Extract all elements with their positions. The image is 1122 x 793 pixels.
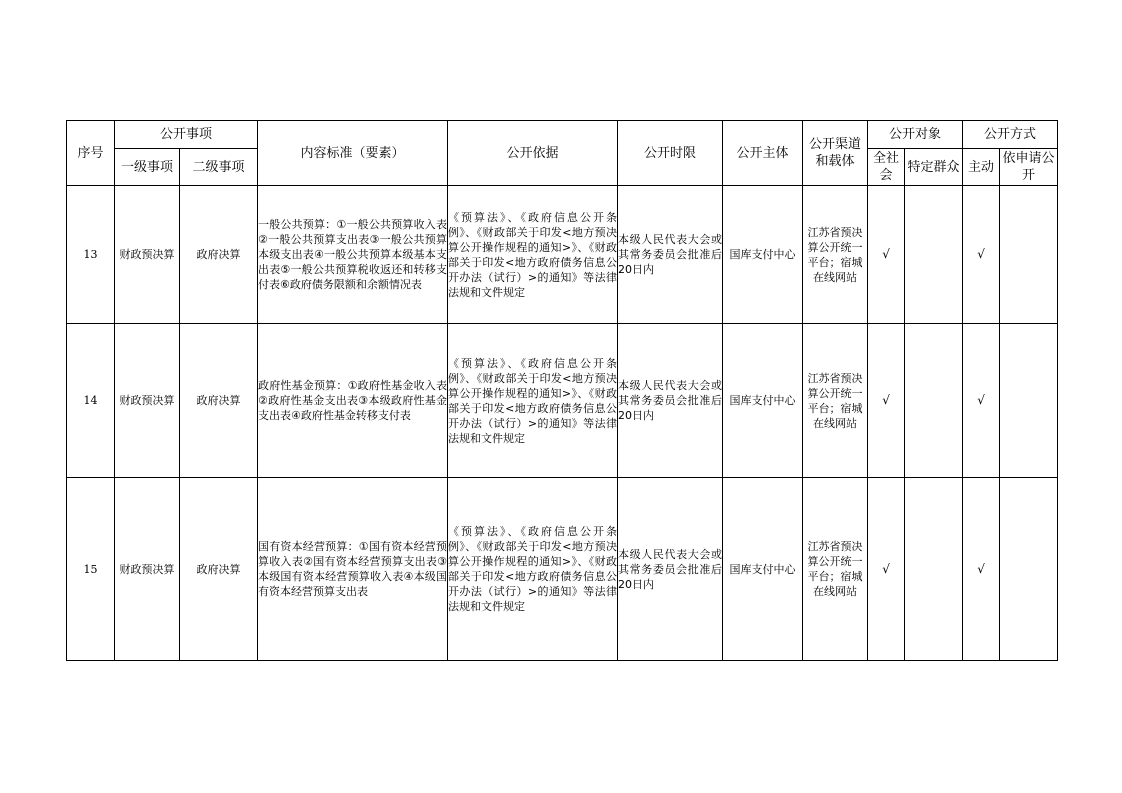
- disclosure-table: [66, 120, 1058, 661]
- table-row: [67, 186, 1058, 324]
- row-content: 国有资本经营预算：①国有资本经营预算收入表②国有资本经营预算支出表③本级国有资本经营预算收入表④本级国有资本经营预算支出表: [258, 478, 448, 661]
- row-time-limit: 本级人民代表大会或其常务委员会批准后20日内: [618, 478, 723, 661]
- row-channel: 江苏省预决算公开统一平台；宿城在线网站: [803, 324, 868, 478]
- row-subject: 国库支付中心: [723, 478, 803, 661]
- header-item-group: 公开事项: [115, 121, 258, 149]
- row-method-apply: [1000, 324, 1058, 478]
- row-method-apply: [1000, 478, 1058, 661]
- row-method-active: √: [963, 324, 1000, 478]
- row-level2: 政府决算: [180, 478, 258, 661]
- header-subject: 公开主体: [723, 121, 803, 186]
- row-method-active: √: [963, 186, 1000, 324]
- row-level2: 政府决算: [180, 186, 258, 324]
- header-method-active: 主动: [963, 149, 1000, 186]
- row-level2: 政府决算: [180, 324, 258, 478]
- row-seq: 14: [67, 324, 115, 478]
- header-target-all: 全社会: [868, 149, 905, 186]
- row-channel: 江苏省预决算公开统一平台；宿城在线网站: [803, 186, 868, 324]
- header-content: 内容标准（要素）: [258, 121, 448, 186]
- row-method-apply: [1000, 186, 1058, 324]
- row-target-all: √: [868, 186, 905, 324]
- header-channel: 公开渠道和载体: [803, 121, 868, 186]
- row-target-all: √: [868, 478, 905, 661]
- table-row: [67, 324, 1058, 478]
- header-method-group: 公开方式: [963, 121, 1058, 149]
- row-basis: 《预算法》、《政府信息公开条例》、《财政部关于印发<地方预决算公开操作规程的通知>》、《财政部关于印发<地方政府债务信息公开办法（试行）>的通知》等法律法规和文件规定: [448, 478, 618, 661]
- row-seq: 13: [67, 186, 115, 324]
- row-target-specific: [905, 324, 963, 478]
- row-seq: 15: [67, 478, 115, 661]
- header-target-group: 公开对象: [868, 121, 963, 149]
- row-target-specific: [905, 478, 963, 661]
- header-time-limit: 公开时限: [618, 121, 723, 186]
- row-time-limit: 本级人民代表大会或其常务委员会批准后20日内: [618, 324, 723, 478]
- row-subject: 国库支付中心: [723, 324, 803, 478]
- row-target-specific: [905, 186, 963, 324]
- header-target-specific: 特定群众: [905, 149, 963, 186]
- row-content: 政府性基金预算：①政府性基金收入表②政府性基金支出表③本级政府性基金支出表④政府性基金转移支付表: [258, 324, 448, 478]
- header-level2: 二级事项: [180, 149, 258, 186]
- row-subject: 国库支付中心: [723, 186, 803, 324]
- row-level1: 财政预决算: [115, 186, 180, 324]
- row-target-all: √: [868, 324, 905, 478]
- header-seq: 序号: [67, 121, 115, 186]
- table-row: [67, 478, 1058, 661]
- row-basis: 《预算法》、《政府信息公开条例》、《财政部关于印发<地方预决算公开操作规程的通知>》、《财政部关于印发<地方政府债务信息公开办法（试行）>的通知》等法律法规和文件规定: [448, 324, 618, 478]
- row-method-active: √: [963, 478, 1000, 661]
- row-time-limit: 本级人民代表大会或其常务委员会批准后20日内: [618, 186, 723, 324]
- row-level1: 财政预决算: [115, 324, 180, 478]
- row-content: 一般公共预算：①一般公共预算收入表②一般公共预算支出表③一般公共预算本级支出表④一般公共预算本级基本支出表⑤一般公共预算税收返还和转移支付表⑥政府债务限额和余额情况表: [258, 186, 448, 324]
- header-method-apply: 依申请公开: [1000, 149, 1058, 186]
- row-basis: 《预算法》、《政府信息公开条例》、《财政部关于印发<地方预决算公开操作规程的通知>》、《财政部关于印发<地方政府债务信息公开办法（试行）>的通知》等法律法规和文件规定: [448, 186, 618, 324]
- row-channel: 江苏省预决算公开统一平台；宿城在线网站: [803, 478, 868, 661]
- row-level1: 财政预决算: [115, 478, 180, 661]
- header-basis: 公开依据: [448, 121, 618, 186]
- header-level1: 一级事项: [115, 149, 180, 186]
